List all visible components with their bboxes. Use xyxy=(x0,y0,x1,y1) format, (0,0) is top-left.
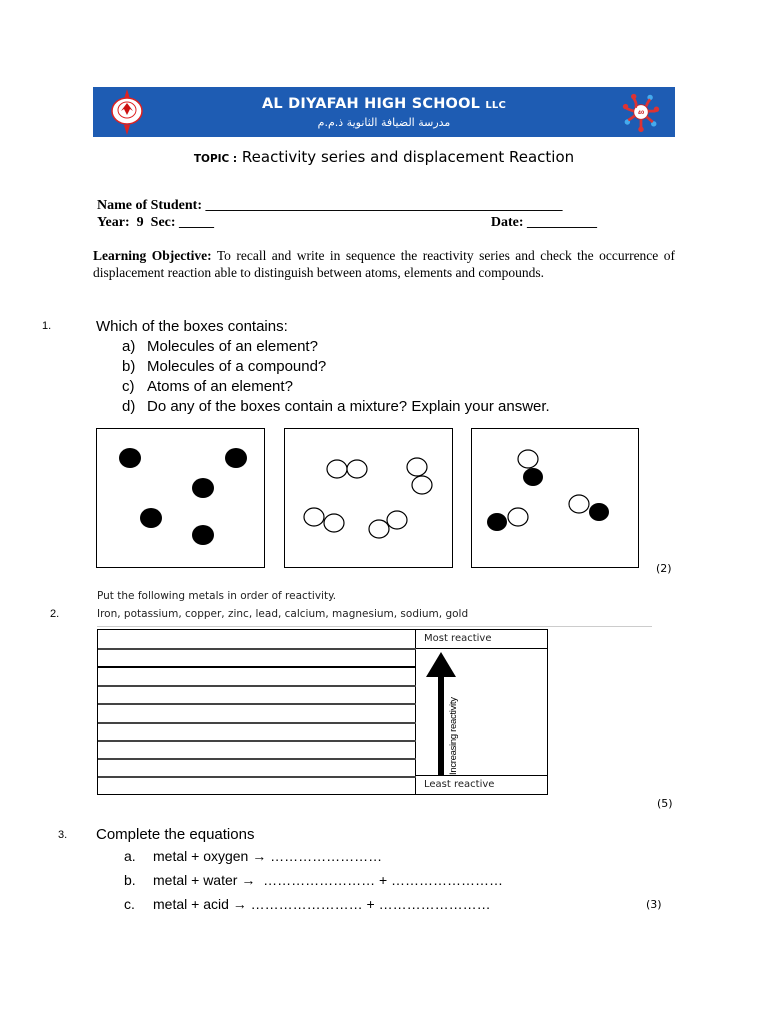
equation-line: b. metal + water → …………………… + …………………… xyxy=(124,872,504,888)
sec-label: Sec: xyxy=(150,215,176,230)
equation-line: c. metal + acid → …………………… + …………………… xyxy=(124,896,491,912)
question-3 xyxy=(96,826,503,916)
marks-q3: (3) xyxy=(646,898,662,911)
marks-q1: (2) xyxy=(656,562,672,575)
question-part: b) Molecules of a compound? xyxy=(122,358,327,375)
compound-molecules-diagram xyxy=(472,429,637,566)
objective-text: To recall and write in sequence the reactivity series and check the occurrence of displacement reaction able to distinguish between atoms, elements and compounds. xyxy=(93,248,675,280)
question-prompt: Put the following metals in order of reactivity. xyxy=(97,590,337,602)
question-prompt: Which of the boxes contains: xyxy=(96,318,288,335)
marks-q2: (5) xyxy=(657,797,673,810)
svg-text:40: 40 xyxy=(637,110,645,116)
question-part: a) Molecules of an element? xyxy=(122,338,318,355)
question-part: c) Atoms of an element? xyxy=(122,378,293,395)
objective-label: Learning Objective: xyxy=(93,248,212,263)
question-prompt: Complete the equations xyxy=(96,826,255,843)
arrow-label: Increasing reactivity xyxy=(448,697,459,775)
row-line xyxy=(98,666,416,668)
particle-box-2 xyxy=(284,428,453,568)
question-number: 2. xyxy=(50,608,60,620)
black-atoms-diagram xyxy=(97,429,263,566)
row-line xyxy=(98,703,416,705)
school-name-block xyxy=(147,95,621,130)
topic-label: TOPIC : xyxy=(193,153,238,165)
question-1 xyxy=(96,317,550,417)
row-line xyxy=(98,722,416,724)
reactivity-scale-column xyxy=(416,630,547,794)
row-line xyxy=(98,758,416,760)
anniversary-emblem-icon xyxy=(621,90,661,134)
least-reactive-label: Least reactive xyxy=(416,775,547,794)
row-line xyxy=(98,740,416,742)
row-line xyxy=(98,685,416,687)
most-reactive-label: Most reactive xyxy=(416,630,547,649)
reactivity-table xyxy=(97,629,548,795)
student-info xyxy=(97,197,657,231)
date-blank: __________ xyxy=(527,215,597,230)
row-line xyxy=(98,776,416,778)
sec-blank: _____ xyxy=(179,215,215,230)
year-value: 9 xyxy=(136,215,144,230)
diatomic-molecules-diagram xyxy=(285,429,451,566)
question-number: 3. xyxy=(58,829,68,841)
answer-column xyxy=(98,630,416,794)
year-label: Year: xyxy=(97,215,130,230)
learning-objective xyxy=(93,247,675,281)
particle-box-3 xyxy=(471,428,639,568)
metals-list: Iron, potassium, copper, zinc, lead, calcium, magnesium, sodium, gold xyxy=(97,608,469,620)
equation-line: a. metal + oxygen → …………………… xyxy=(124,848,383,864)
particle-box-1 xyxy=(96,428,265,568)
topic-title: Reactivity series and displacement Reaction xyxy=(241,148,575,166)
row-line xyxy=(98,648,416,650)
date-label: Date: xyxy=(490,215,524,230)
topic-heading xyxy=(0,148,768,166)
year-sec-date-line xyxy=(97,214,597,231)
school-header-banner xyxy=(93,87,675,137)
name-label: Name of Student: xyxy=(97,198,202,213)
question-number: 1. xyxy=(42,320,52,332)
name-blank: ___________________________________________________ xyxy=(205,198,563,213)
school-name: AL DIYAFAH HIGH SCHOOL LLC xyxy=(262,95,506,112)
divider xyxy=(97,626,652,627)
school-name-arabic: مدرسة الضيافة الثانوية ذ.م.م xyxy=(317,115,451,129)
question-part: d) Do any of the boxes contain a mixture? Explain your answer. xyxy=(122,398,550,415)
student-name-line xyxy=(97,197,657,214)
school-crest-icon xyxy=(107,90,147,134)
